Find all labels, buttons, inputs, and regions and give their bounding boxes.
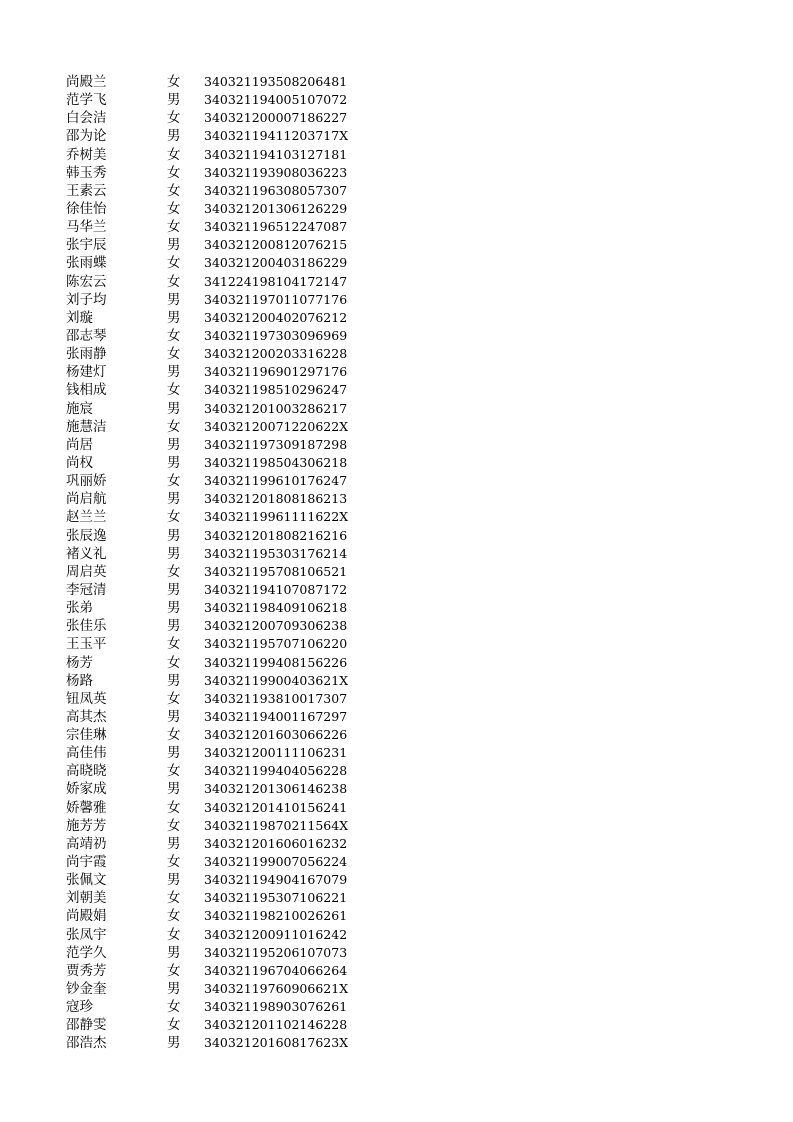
person-name: 马华兰 (66, 219, 107, 236)
person-name: 刘子均 (66, 291, 107, 308)
person-id-number: 340321193908036223 (204, 164, 348, 180)
person-sex: 男 (167, 708, 181, 725)
person-sex: 男 (167, 745, 181, 762)
person-id-number: 34032119961111622X (204, 509, 349, 525)
person-name: 赵兰兰 (66, 509, 107, 526)
person-id-number: 340321196901297176 (204, 364, 348, 380)
person-name: 宗佳琳 (66, 727, 107, 744)
person-name: 张宇辰 (66, 237, 107, 254)
person-id-number: 340321194103127181 (204, 146, 348, 162)
roster-row (66, 146, 366, 164)
person-sex: 男 (167, 309, 181, 326)
person-sex: 女 (167, 926, 181, 943)
person-name: 张弟 (66, 600, 93, 617)
roster-row (66, 490, 366, 508)
person-sex: 女 (167, 999, 181, 1016)
person-id-number: 340321197309187298 (204, 436, 348, 452)
person-sex: 女 (167, 327, 181, 344)
person-id-number: 340321196512247087 (204, 219, 348, 235)
person-sex: 女 (167, 799, 181, 816)
person-name: 张雨静 (66, 346, 107, 363)
person-id-number: 340321201102146228 (204, 1017, 348, 1033)
person-id-number: 34032120071220622X (204, 418, 349, 434)
person-id-number: 340321199404056228 (204, 763, 348, 779)
person-name: 邵志琴 (66, 327, 107, 344)
person-name: 施芳芳 (66, 817, 107, 834)
person-id-number: 340321200911016242 (204, 926, 348, 942)
person-sex: 男 (167, 436, 181, 453)
person-id-number: 340321196308057307 (204, 182, 348, 198)
roster-row (66, 236, 366, 254)
roster-row (66, 853, 366, 871)
roster-row (66, 762, 366, 780)
roster-row (66, 835, 366, 853)
roster-row (66, 291, 366, 309)
roster-row (66, 962, 366, 980)
roster-row (66, 780, 366, 798)
person-id-number: 340321200402076212 (204, 309, 348, 325)
person-name: 施慧洁 (66, 418, 107, 435)
person-sex: 女 (167, 763, 181, 780)
person-name: 李冠清 (66, 581, 107, 598)
person-id-number: 340321199007056224 (204, 854, 348, 870)
person-name: 尚权 (66, 454, 93, 471)
person-sex: 女 (167, 146, 181, 163)
roster-row (66, 1034, 366, 1052)
person-sex: 男 (167, 872, 181, 889)
roster-row (66, 73, 366, 91)
roster-row (66, 309, 366, 327)
person-id-number: 340321200203316228 (204, 346, 348, 362)
person-id-number: 340321195307106221 (204, 890, 348, 906)
person-name: 尚宇霞 (66, 854, 107, 871)
person-sex: 女 (167, 817, 181, 834)
roster-row (66, 254, 366, 272)
person-id-number: 340321193508206481 (204, 74, 348, 89)
person-id-number: 340321200007186227 (204, 110, 348, 126)
roster-row (66, 436, 366, 454)
person-name: 张辰逸 (66, 527, 107, 544)
roster-row (66, 1016, 366, 1034)
person-name: 寇珍 (66, 999, 93, 1016)
person-sex: 男 (167, 364, 181, 381)
person-name: 张佩文 (66, 872, 107, 889)
person-sex: 男 (167, 237, 181, 254)
person-name: 张雨蝶 (66, 255, 107, 272)
person-id-number: 340321193810017307 (204, 690, 348, 706)
roster-row (66, 980, 366, 998)
roster-row (66, 708, 366, 726)
person-name: 王玉平 (66, 636, 107, 653)
roster-row (66, 164, 366, 182)
roster-row (66, 799, 366, 817)
person-sex: 女 (167, 219, 181, 236)
person-id-number: 340321194107087172 (204, 581, 348, 597)
person-id-number: 340321197011077176 (204, 291, 348, 307)
person-sex: 男 (167, 545, 181, 562)
person-name: 巩丽娇 (66, 473, 107, 490)
person-sex: 女 (167, 418, 181, 435)
person-name: 尚殿娟 (66, 908, 107, 925)
person-id-number: 340321201306146238 (204, 781, 348, 797)
person-name: 乔树美 (66, 146, 107, 163)
roster-row (66, 472, 366, 490)
roster-row (66, 418, 366, 436)
person-name: 尚殿兰 (66, 74, 107, 90)
roster-row (66, 654, 366, 672)
person-sex: 女 (167, 164, 181, 181)
person-sex: 男 (167, 454, 181, 471)
person-sex: 男 (167, 527, 181, 544)
roster-row (66, 563, 366, 581)
person-name: 周启英 (66, 563, 107, 580)
person-sex: 女 (167, 1017, 181, 1034)
person-name: 杨路 (66, 672, 93, 689)
person-name: 高其杰 (66, 708, 107, 725)
roster-row (66, 218, 366, 236)
person-name: 尚启航 (66, 491, 107, 508)
person-id-number: 34032119900403621X (204, 672, 349, 688)
person-name: 高靖礽 (66, 835, 107, 852)
roster-row (66, 200, 366, 218)
person-sex: 男 (167, 618, 181, 635)
roster-row (66, 599, 366, 617)
person-id-number: 340321198903076261 (204, 999, 348, 1015)
roster-row (66, 871, 366, 889)
person-sex: 女 (167, 346, 181, 363)
roster-row (66, 273, 366, 291)
person-id-number: 341224198104172147 (204, 273, 348, 289)
person-sex: 女 (167, 110, 181, 127)
person-id-number: 340321201808216216 (204, 527, 348, 543)
roster-row (66, 400, 366, 418)
person-name: 刘朝美 (66, 890, 107, 907)
roster-row (66, 345, 366, 363)
roster-row (66, 454, 366, 472)
roster-row (66, 545, 366, 563)
roster-row (66, 944, 366, 962)
person-id-number: 340321198510296247 (204, 382, 348, 398)
person-name: 贾秀芳 (66, 962, 107, 979)
person-sex: 女 (167, 690, 181, 707)
roster-row (66, 617, 366, 635)
roster-row (66, 381, 366, 399)
person-name: 韩玉秀 (66, 164, 107, 181)
person-id-number: 340321195303176214 (204, 545, 348, 561)
person-id-number: 340321201003286217 (204, 400, 348, 416)
roster-row (66, 926, 366, 944)
person-id-number: 34032119870211564X (204, 817, 349, 833)
person-name: 白会洁 (66, 110, 107, 127)
roster-row (66, 527, 366, 545)
person-sex: 男 (167, 600, 181, 617)
person-sex: 男 (167, 672, 181, 689)
person-name: 尚居 (66, 436, 93, 453)
person-sex: 女 (167, 654, 181, 671)
person-sex: 男 (167, 781, 181, 798)
person-sex: 女 (167, 727, 181, 744)
person-id-number: 34032119760906621X (204, 981, 349, 997)
person-sex: 女 (167, 563, 181, 580)
person-id-number: 340321201606016232 (204, 835, 348, 851)
person-sex: 女 (167, 74, 181, 90)
person-id-number: 340321198409106218 (204, 600, 348, 616)
person-sex: 男 (167, 491, 181, 508)
person-sex: 男 (167, 291, 181, 308)
person-sex: 女 (167, 382, 181, 399)
person-name: 范学久 (66, 944, 107, 961)
person-id-number: 340321198210026261 (204, 908, 348, 924)
person-name: 杨芳 (66, 654, 93, 671)
person-sex: 男 (167, 1035, 181, 1052)
person-sex: 女 (167, 636, 181, 653)
person-name: 娇家成 (66, 781, 107, 798)
roster-row (66, 672, 366, 690)
person-sex: 女 (167, 200, 181, 217)
person-id-number: 340321201410156241 (204, 799, 348, 815)
person-id-number: 340321200403186229 (204, 255, 348, 271)
roster-row (66, 508, 366, 526)
person-name: 徐佳怡 (66, 200, 107, 217)
person-name: 施宸 (66, 400, 93, 417)
person-sex: 女 (167, 854, 181, 871)
person-id-number: 340321195708106521 (204, 563, 348, 579)
person-id-number: 340321199408156226 (204, 654, 348, 670)
person-id-number: 340321198504306218 (204, 454, 348, 470)
person-id-number: 34032119411203717X (204, 128, 349, 144)
roster-row (66, 109, 366, 127)
roster-row (66, 635, 366, 653)
person-id-number: 340321201808186213 (204, 491, 348, 507)
person-sex: 男 (167, 835, 181, 852)
person-sex: 女 (167, 182, 181, 199)
roster-row (66, 363, 366, 381)
person-name: 娇馨雅 (66, 799, 107, 816)
person-sex: 女 (167, 509, 181, 526)
person-id-number: 340321199610176247 (204, 473, 348, 489)
roster-row (66, 889, 366, 907)
roster-row (66, 182, 366, 200)
person-sex: 男 (167, 92, 181, 109)
person-id-number: 340321194904167079 (204, 872, 348, 888)
person-sex: 女 (167, 273, 181, 290)
person-sex: 女 (167, 890, 181, 907)
person-name: 邵静雯 (66, 1017, 107, 1034)
person-sex: 男 (167, 944, 181, 961)
person-id-number: 340321195206107073 (204, 944, 348, 960)
person-id-number: 340321197303096969 (204, 327, 348, 343)
roster-list (66, 73, 366, 1053)
person-id-number: 340321200709306238 (204, 618, 348, 634)
person-name: 钱相成 (66, 382, 107, 399)
person-name: 刘璇 (66, 309, 93, 326)
person-sex: 女 (167, 255, 181, 272)
roster-row (66, 91, 366, 109)
person-sex: 女 (167, 908, 181, 925)
person-name: 褚义礼 (66, 545, 107, 562)
person-name: 钮凤英 (66, 690, 107, 707)
person-id-number: 340321194005107072 (204, 92, 348, 108)
person-name: 邵浩杰 (66, 1035, 107, 1052)
person-id-number: 340321201306126229 (204, 200, 348, 216)
person-name: 陈宏云 (66, 273, 107, 290)
person-id-number: 340321201603066226 (204, 727, 348, 743)
person-name: 王素云 (66, 182, 107, 199)
person-sex: 男 (167, 128, 181, 145)
person-name: 杨建灯 (66, 364, 107, 381)
person-sex: 女 (167, 962, 181, 979)
roster-row (66, 327, 366, 345)
person-sex: 男 (167, 981, 181, 998)
roster-row (66, 690, 366, 708)
person-sex: 女 (167, 473, 181, 490)
roster-row (66, 744, 366, 762)
person-id-number: 340321195707106220 (204, 636, 348, 652)
roster-row (66, 998, 366, 1016)
person-id-number: 34032120160817623X (204, 1035, 349, 1051)
person-name: 范学飞 (66, 92, 107, 109)
person-sex: 男 (167, 581, 181, 598)
roster-row (66, 127, 366, 145)
person-id-number: 340321200111106231 (204, 745, 348, 761)
roster-row (66, 726, 366, 744)
person-name: 张佳乐 (66, 618, 107, 635)
person-name: 邵为论 (66, 128, 107, 145)
person-id-number: 340321200812076215 (204, 237, 348, 253)
person-id-number: 340321194001167297 (204, 708, 348, 724)
person-id-number: 340321196704066264 (204, 962, 348, 978)
person-name: 高佳伟 (66, 745, 107, 762)
roster-row (66, 817, 366, 835)
person-name: 钞金奎 (66, 981, 107, 998)
person-name: 高晓晓 (66, 763, 107, 780)
roster-row (66, 581, 366, 599)
person-name: 张凤宇 (66, 926, 107, 943)
roster-row (66, 907, 366, 925)
person-sex: 男 (167, 400, 181, 417)
